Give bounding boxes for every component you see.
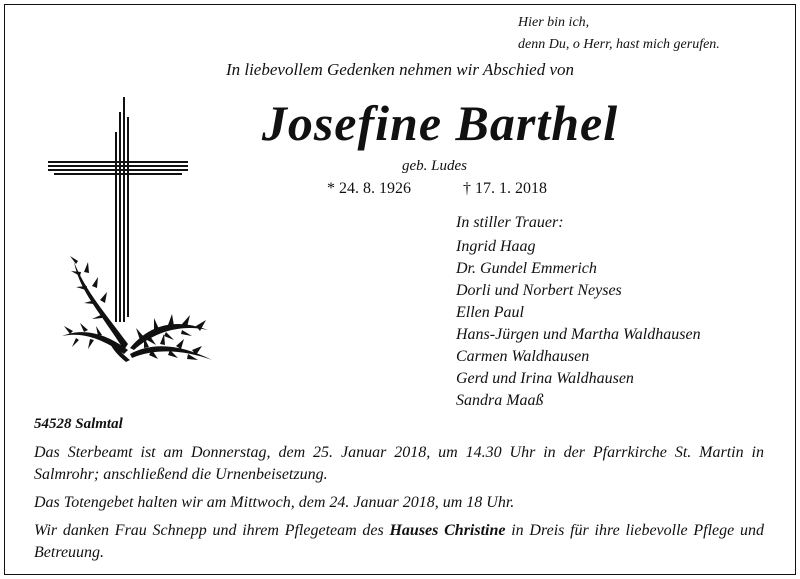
mourner: Sandra Maaß — [456, 392, 544, 409]
thanks-text-end: in Dreis für ihre liebevolle Pflege und Betreuung. — [34, 522, 764, 561]
deceased-name: Josefine Barthel — [261, 95, 619, 151]
mourners-list — [456, 236, 701, 412]
mourner: Ingrid Haag — [456, 238, 536, 255]
prayer-text: Das Totengebet halten wir am Mittwoch, dem 24. Januar 2018, um 18 Uhr. — [34, 494, 515, 511]
place: 54528 Salmtal — [34, 416, 123, 432]
mourner: Hans-Jürgen und Martha Waldhausen — [456, 326, 701, 343]
mourner: Dr. Gundel Emmerich — [456, 260, 597, 277]
mourner: Ellen Paul — [456, 304, 524, 321]
motto-line-1: Hier bin ich, — [518, 15, 590, 30]
thanks-text-start: Wir danken Frau Schnepp und ihrem Pflegeteam des — [34, 522, 390, 539]
funeral-text: Das Sterbeamt ist am Donnerstag, dem 25. Januar 2018, um 14.30 Uhr in der Pfarrkirche St. Martin in Salmrohr; anschließend die Urnenbeisetzung. — [34, 444, 764, 483]
motto — [518, 12, 720, 56]
intro-text: In liebevollem Gedenken nehmen wir Abschied von — [225, 60, 575, 79]
death-date: † 17. 1. 2018 — [463, 180, 547, 197]
care-home-name: Hauses Christine — [389, 522, 506, 539]
cross-with-palm-icon — [40, 92, 230, 372]
motto-line-2: denn Du, o Herr, hast mich gerufen. — [518, 37, 720, 52]
birth-name: geb. Ludes — [402, 158, 467, 174]
birth-date: * 24. 8. 1926 — [327, 180, 411, 197]
thanks-text — [34, 520, 764, 564]
mourning-label: In stiller Trauer: — [456, 214, 564, 231]
mourner: Gerd und Irina Waldhausen — [456, 370, 634, 387]
mourner: Carmen Waldhausen — [456, 348, 590, 365]
mourner: Dorli und Norbert Neyses — [456, 282, 622, 299]
notice-body — [34, 442, 764, 570]
